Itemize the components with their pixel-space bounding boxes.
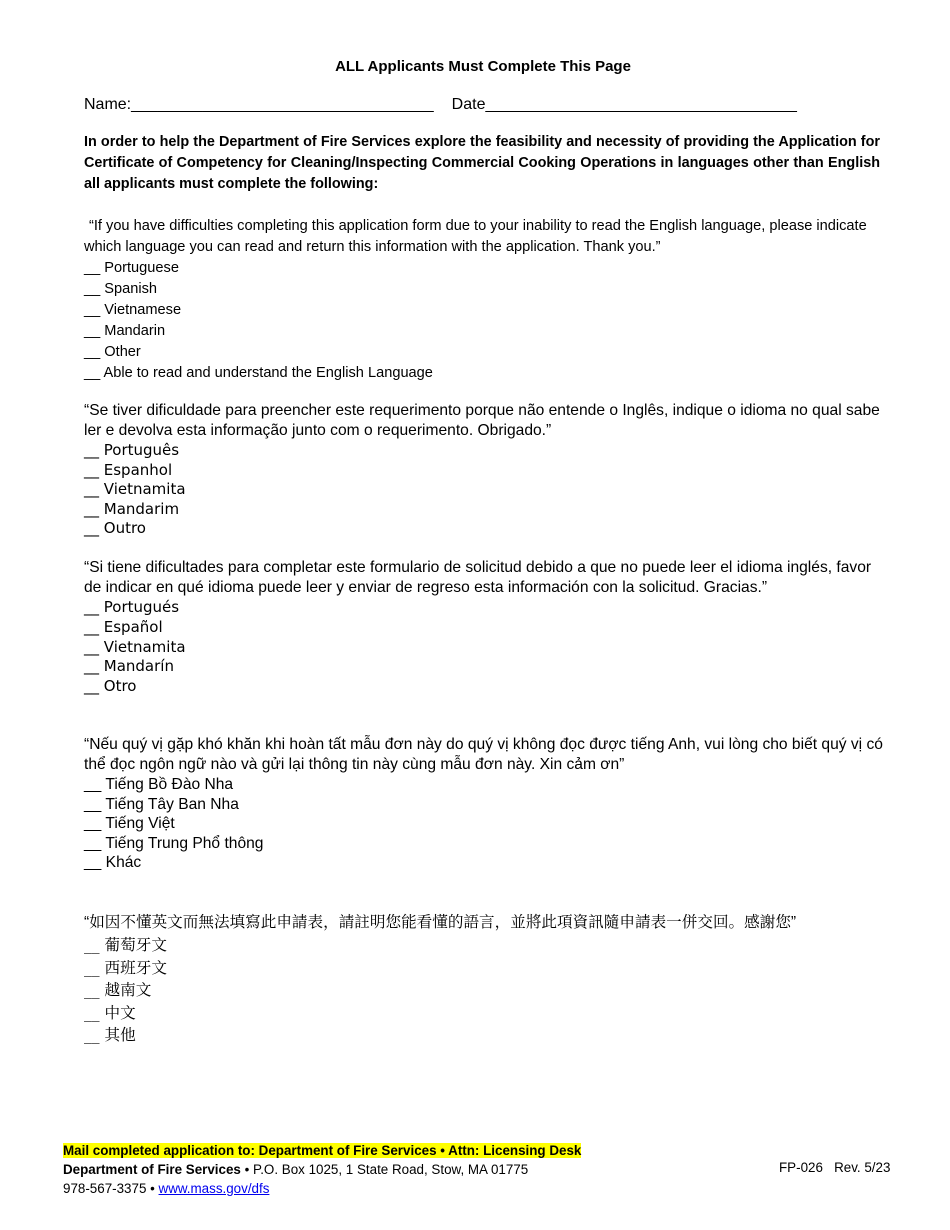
english-option-portuguese[interactable]: __ Portuguese: [84, 260, 179, 276]
footer: [63, 1141, 581, 1198]
intro-paragraph: In order to help the Department of Fire Services explore the feasibility and necessity of providing the Application for Certificate of Competency for Cleaning/Inspecting Commercial Cooking Operations in languages other than English all applicants must complete the following:: [84, 134, 880, 192]
english-option-english[interactable]: __ Able to read and understand the English Language: [84, 365, 433, 381]
name-field[interactable]: Name:__________________________________: [84, 96, 434, 113]
footer-department: Department of Fire Services: [63, 1162, 241, 1177]
chinese-section: [84, 912, 884, 1047]
chinese-option-portuguese[interactable]: __ 葡萄牙文: [84, 936, 167, 954]
portuguese-quote: “Se tiver dificuldade para preencher este requerimento porque não entende o Inglês, indique o idioma no qual sabe ler e devolva esta informação junto com o requerimento. Obrigado.”: [84, 402, 880, 439]
chinese-option-chinese[interactable]: __ 中文: [84, 1003, 136, 1022]
spanish-option-mandarin[interactable]: __ Mandarín: [84, 657, 174, 676]
portuguese-option-other[interactable]: __ Outro: [84, 519, 146, 538]
chinese-option-vietnamese[interactable]: __ 越南文: [84, 981, 152, 999]
vietnamese-option-portuguese[interactable]: __ Tiếng Bồ Đào Nha: [84, 776, 234, 793]
vietnamese-option-other[interactable]: __ Khác: [84, 854, 142, 872]
footer-phone: 978-567-3375 •: [63, 1181, 159, 1196]
english-option-spanish[interactable]: __ Spanish: [84, 281, 158, 297]
chinese-quote: “如因不懂英文而無法填寫此申請表，請註明您能看懂的語言，並將此項資訊隨申請表一併交回。感謝您”: [84, 914, 797, 931]
mail-instructions: Mail completed application to: Department of Fire Services • Attn: Licensing Desk: [63, 1143, 582, 1158]
portuguese-option-vietnamese[interactable]: __ Vietnamita: [84, 480, 186, 499]
vietnamese-option-vietnamese[interactable]: __ Tiếng Việt: [84, 815, 175, 833]
spanish-option-vietnamese[interactable]: __ Vietnamita: [84, 637, 186, 656]
english-section: [84, 216, 884, 384]
date-field[interactable]: Date___________________________________: [451, 96, 797, 113]
vietnamese-option-spanish[interactable]: __ Tiếng Tây Ban Nha: [84, 795, 239, 813]
chinese-option-other[interactable]: __ 其他: [84, 1026, 136, 1044]
vietnamese-option-mandarin[interactable]: __ Tiếng Trung Phổ thông: [84, 834, 264, 852]
english-option-vietnamese[interactable]: __ Vietnamese: [84, 302, 182, 318]
spanish-option-portuguese[interactable]: __ Portugués: [84, 598, 180, 616]
english-option-mandarin[interactable]: __ Mandarin: [84, 323, 166, 339]
vietnamese-quote: “Nếu quý vị gặp khó khăn khi hoàn tất mẫu đơn này do quý vị không đọc được tiếng Anh, vui lòng cho biết quý vị có thể đọc ngôn ngữ nào và gửi lại thông tin này cùng mẫu đơn này. Xin cảm ơn”: [84, 736, 883, 773]
spanish-section: [84, 558, 884, 697]
form-number: FP-026 Rev. 5/23: [779, 1160, 891, 1175]
chinese-option-spanish[interactable]: __ 西班牙文: [84, 958, 167, 977]
spanish-option-spanish[interactable]: __ Español: [84, 617, 163, 636]
portuguese-option-portuguese[interactable]: __ Português: [84, 441, 180, 459]
spanish-option-other[interactable]: __ Otro: [84, 677, 137, 696]
portuguese-option-mandarin[interactable]: __ Mandarim: [84, 499, 180, 518]
spanish-quote: “Si tiene dificultades para completar este formulario de solicitud debido a que no puede leer el idioma inglés, favor de indicar en qué idioma puede leer y enviar de regreso esta información con la solicitud. Gracias.”: [84, 559, 872, 596]
english-option-other[interactable]: __ Other: [84, 344, 141, 360]
name-date-row: [84, 96, 797, 114]
footer-address: • P.O. Box 1025, 1 State Road, Stow, MA 01775: [240, 1162, 529, 1177]
english-quote: “If you have difficulties completing this application form due to your inability to read the English language, please indicate which language you can read and return this information with the application. Thank you.”: [84, 218, 867, 255]
portuguese-section: [84, 401, 884, 539]
page-title: ALL Applicants Must Complete This Page: [335, 58, 631, 75]
website-link[interactable]: www.mass.gov/dfs: [158, 1181, 270, 1196]
portuguese-option-spanish[interactable]: __ Espanhol: [84, 460, 173, 479]
vietnamese-section: [84, 735, 884, 873]
